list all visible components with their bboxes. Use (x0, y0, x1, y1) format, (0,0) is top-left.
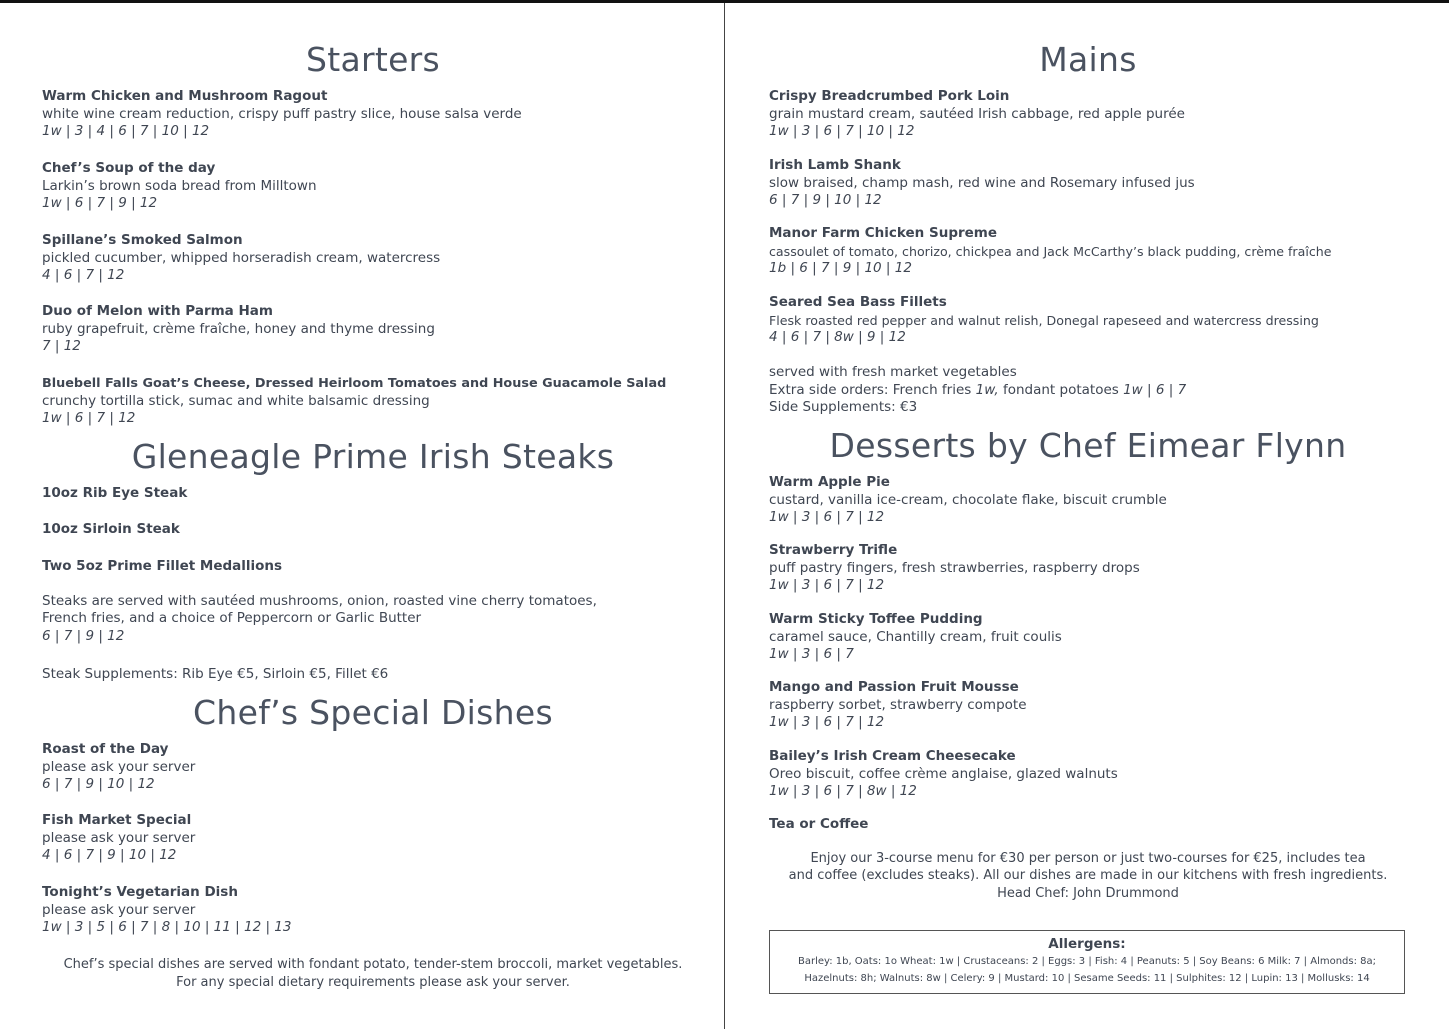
item-name: Crispy Breadcrumbed Pork Loin (769, 88, 1010, 104)
item-allergens: 6 | 7 | 9 | 10 | 12 (42, 776, 155, 792)
allergen-legend: Hazelnuts: 8h; Walnuts: 8w | Celery: 9 | Mustard: 10 | Sesame Seeds: 11 | Sulphites: 12 | Lupin: 13 | Mollusks: 14 (804, 973, 1370, 984)
menu-item (42, 375, 704, 428)
item-desc: slow braised, champ mash, red wine and Rosemary infused jus (769, 174, 1195, 191)
item-name: Irish Lamb Shank (769, 157, 901, 173)
item-desc: Larkin’s brown soda bread from Milltown (42, 177, 317, 194)
item-name: Spillane’s Smoked Salmon (42, 232, 243, 248)
menu-item (769, 294, 1407, 347)
steak-item: 10oz Sirloin Steak (42, 521, 180, 537)
item-allergens: 1w | 3 | 6 | 7 | 12 (769, 509, 885, 525)
item-allergens: 1w | 3 | 6 | 7 | 10 | 12 (769, 123, 915, 139)
item-desc: ruby grapefruit, crème fraîche, honey and thyme dressing (42, 320, 435, 337)
menu-item (42, 812, 704, 865)
item-allergens: 6 | 7 | 9 | 10 | 12 (769, 192, 882, 208)
served-with: served with fresh market vegetables (769, 364, 1017, 380)
item-allergens: 4 | 6 | 7 | 8w | 9 | 12 (769, 329, 906, 345)
item-name: Manor Farm Chicken Supreme (769, 225, 998, 241)
steak-note: French fries, and a choice of Peppercorn or Garlic Butter (42, 610, 422, 626)
steak-item: 10oz Rib Eye Steak (42, 485, 188, 501)
item-desc: grain mustard cream, sautéed Irish cabbage, red apple purée (769, 105, 1185, 122)
item-name: Warm Chicken and Mushroom Ragout (42, 88, 328, 104)
menu-item (42, 884, 704, 937)
extra-sides (769, 382, 1186, 400)
menu-item (42, 303, 704, 356)
steak-note-allergens: 6 | 7 | 9 | 12 (42, 628, 125, 644)
item-allergens: 1w | 3 | 4 | 6 | 7 | 10 | 12 (42, 123, 210, 139)
item-desc: puff pastry fingers, fresh strawberries, raspberry drops (769, 559, 1140, 576)
allergen-box (769, 930, 1405, 994)
item-allergens: 4 | 6 | 7 | 12 (42, 267, 125, 283)
item-allergens: 7 | 12 (42, 338, 81, 354)
menu-item (42, 160, 704, 213)
item-desc: caramel sauce, Chantilly cream, fruit coulis (769, 628, 1062, 645)
item-allergens: 1w | 6 | 7 | 9 | 12 (42, 195, 158, 211)
tea-coffee: Tea or Coffee (769, 816, 869, 832)
mains-heading: Mains (1039, 40, 1137, 79)
fondant-allergen: 1w | 6 | 7 (1123, 382, 1187, 398)
menu-item (42, 88, 704, 141)
item-name: Warm Apple Pie (769, 474, 890, 490)
item-desc: cassoulet of tomato, chorizo, chickpea and Jack McCarthy’s black pudding, crème fraîche (769, 243, 1332, 259)
item-allergens: 1w | 3 | 5 | 6 | 7 | 8 | 10 | 11 | 12 | 13 (42, 919, 292, 935)
item-allergens: 1w | 3 | 6 | 7 | 12 (769, 577, 885, 593)
item-name: Warm Sticky Toffee Pudding (769, 611, 983, 627)
item-desc: Oreo biscuit, coffee crème anglaise, glazed walnuts (769, 765, 1118, 782)
item-allergens: 1w | 3 | 6 | 7 | 8w | 12 (769, 783, 917, 799)
item-desc: please ask your server (42, 901, 196, 918)
steak-supplements: Steak Supplements: Rib Eye €5, Sirloin €5, Fillet €6 (42, 666, 389, 682)
menu-item (769, 611, 1407, 664)
item-desc: pickled cucumber, whipped horseradish cream, watercress (42, 249, 441, 266)
item-name: Fish Market Special (42, 812, 192, 828)
item-name: Bailey’s Irish Cream Cheesecake (769, 748, 1016, 764)
item-desc: crunchy tortilla stick, sumac and white balsamic dressing (42, 392, 430, 409)
item-name: Seared Sea Bass Fillets (769, 294, 947, 310)
allergen-title: Allergens: (1048, 936, 1126, 952)
side-supplements: Side Supplements: €3 (769, 399, 918, 415)
menu-item (769, 474, 1407, 527)
item-desc: custard, vanilla ice-cream, chocolate flake, biscuit crumble (769, 491, 1167, 508)
menu-item (769, 88, 1407, 141)
desserts-heading: Desserts by Chef Eimear Flynn (829, 426, 1347, 465)
specials-footer: Chef’s special dishes are served with fondant potato, tender-stem broccoli, market vegetables. (63, 957, 683, 972)
item-allergens: 1w | 3 | 6 | 7 (769, 646, 854, 662)
allergen-legend: Barley: 1b, Oats: 1o Wheat: 1w | Crustaceans: 2 | Eggs: 3 | Fish: 4 | Peanuts: 5 | Soy Beans: 6 Milk: 7 | Almonds: 8a; (797, 956, 1377, 967)
starters-heading: Starters (305, 40, 441, 79)
extra-sides-mid: fondant potatoes (998, 382, 1124, 398)
fries-allergen: 1w, (975, 382, 999, 398)
menu-item (769, 679, 1407, 732)
specials-footer: For any special dietary requirements please ask your server. (176, 975, 570, 990)
item-name: Strawberry Trifle (769, 542, 898, 558)
menu-item (769, 748, 1407, 801)
menu-item (769, 225, 1407, 278)
head-chef: Head Chef: John Drummond (997, 886, 1179, 901)
steak-item: Two 5oz Prime Fillet Medallions (42, 558, 283, 574)
item-allergens: 4 | 6 | 7 | 9 | 10 | 12 (42, 847, 177, 863)
menu-info: and coffee (excludes steaks). All our dishes are made in our kitchens with fresh ingredients. (788, 868, 1388, 883)
item-allergens: 1w | 6 | 7 | 12 (42, 410, 136, 426)
menu-item (769, 157, 1407, 210)
menu-item (769, 542, 1407, 595)
item-desc: white wine cream reduction, crispy puff pastry slice, house salsa verde (42, 105, 522, 122)
item-name: Bluebell Falls Goat’s Cheese, Dressed Heirloom Tomatoes and House Guacamole Salad (42, 376, 667, 391)
steak-note: Steaks are served with sautéed mushrooms, onion, roasted vine cherry tomatoes, (42, 593, 597, 609)
item-name: Tonight’s Vegetarian Dish (42, 884, 238, 900)
item-allergens: 1b | 6 | 7 | 9 | 10 | 12 (769, 260, 912, 276)
item-desc: Flesk roasted red pepper and walnut relish, Donegal rapeseed and watercress dressing (769, 312, 1319, 328)
item-desc: please ask your server (42, 758, 196, 775)
column-divider (724, 3, 725, 1029)
item-allergens: 1w | 3 | 6 | 7 | 12 (769, 714, 885, 730)
specials-heading: Chef’s Special Dishes (193, 693, 553, 732)
menu-item (42, 232, 704, 285)
item-desc: raspberry sorbet, strawberry compote (769, 696, 1027, 713)
menu-info: Enjoy our 3-course menu for €30 per person or just two-courses for €25, includes tea (810, 851, 1366, 866)
item-name: Duo of Melon with Parma Ham (42, 303, 273, 319)
item-name: Mango and Passion Fruit Mousse (769, 679, 1019, 695)
item-desc: please ask your server (42, 829, 196, 846)
menu-item (42, 741, 704, 794)
item-name: Roast of the Day (42, 741, 169, 757)
item-name: Chef’s Soup of the day (42, 160, 216, 176)
extra-sides-prefix: Extra side orders: French fries (769, 382, 976, 398)
steaks-heading: Gleneagle Prime Irish Steaks (131, 437, 615, 476)
